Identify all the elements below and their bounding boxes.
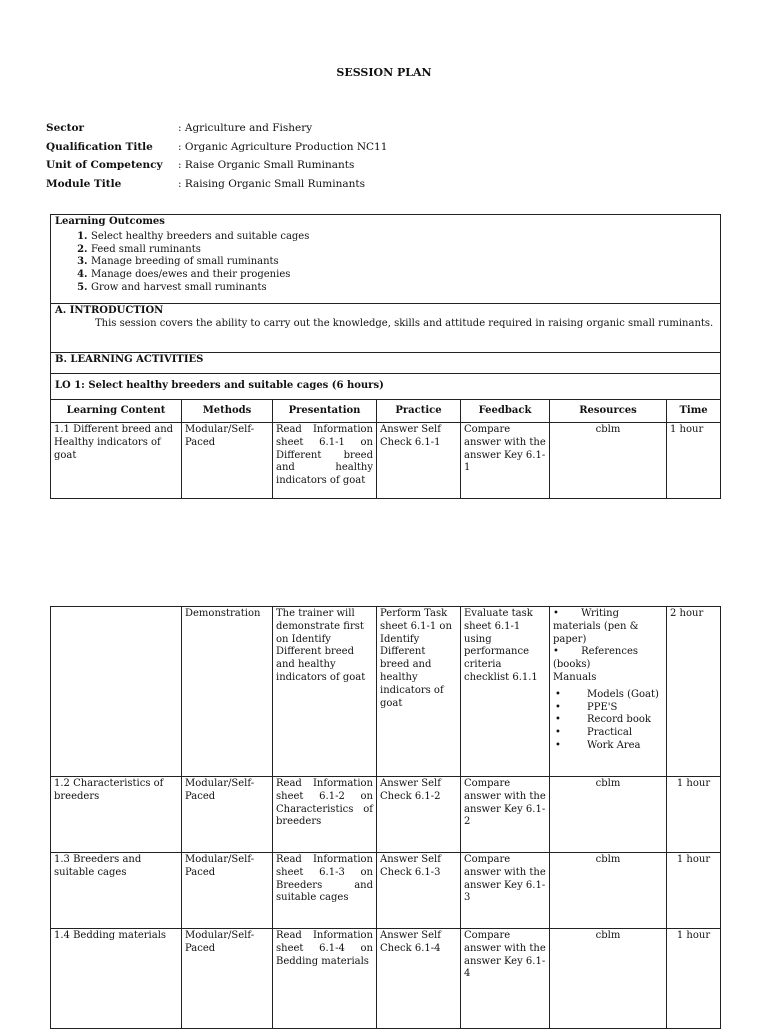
meta-value: : Agriculture and Fishery xyxy=(178,122,313,134)
cell-resources: cblm xyxy=(550,929,667,1029)
cell-content xyxy=(51,607,182,777)
column-header: Presentation xyxy=(273,400,377,423)
table-row xyxy=(51,607,721,777)
cell-content: 1.4 Bedding materials xyxy=(51,929,182,1029)
cell-resources: cblm xyxy=(550,853,667,929)
resource-text: Writing materials (pen & paper) xyxy=(553,608,639,645)
list-item: • Work Area xyxy=(553,740,663,753)
introduction-text: This session covers the ability to carry out the knowledge, skills and attitude required in raising organic small ruminants. xyxy=(95,317,714,329)
column-header: Methods xyxy=(182,400,273,423)
cell-content: 1.2 Characteristics of breeders xyxy=(51,777,182,853)
meta-value: : Raising Organic Small Ruminants xyxy=(178,177,365,190)
plan-details xyxy=(46,122,387,196)
cell-time: 2 hour xyxy=(667,607,721,777)
table-header-row xyxy=(51,400,721,423)
learning-outcomes-list xyxy=(55,231,716,295)
cell-methods: Modular/Self-Paced xyxy=(182,853,273,929)
learning-outcomes xyxy=(51,215,721,304)
activities-heading: B. LEARNING ACTIVITIES xyxy=(51,353,721,374)
resource-item: • References (books) xyxy=(553,646,639,671)
cell-time: 1 hour xyxy=(667,777,721,853)
table-row xyxy=(51,929,721,1029)
list-item: • PPE'S xyxy=(553,702,663,715)
meta-row-qualification xyxy=(46,141,387,160)
meta-key: Qualification Title xyxy=(46,140,153,153)
cell-practice: Answer Self Check 6.1-3 xyxy=(377,853,461,929)
learning-outcomes-row xyxy=(51,215,721,304)
cell-practice: Answer Self Check 6.1-1 xyxy=(377,423,461,499)
cell-feedback: Evaluate task sheet 6.1-1 using performance criteria checklist 6.1.1 xyxy=(461,607,550,777)
cell-feedback: Compare answer with the answer Key 6.1-2 xyxy=(461,777,550,853)
cell-presentation: The trainer will demonstrate first on Identify Different breed and healthy indicators of goat xyxy=(273,607,377,777)
introduction-row xyxy=(51,304,721,353)
cell-practice: Answer Self Check 6.1-2 xyxy=(377,777,461,853)
list-item: 5. Grow and harvest small ruminants xyxy=(91,282,716,295)
column-header: Resources xyxy=(550,400,667,423)
cell-feedback: Compare answer with the answer Key 6.1-1 xyxy=(461,423,550,499)
cell-presentation: Read Information sheet 6.1-1 on Different breed and healthy indicators of goat xyxy=(273,423,377,499)
cell-content: 1.3 Breeders and suitable cages xyxy=(51,853,182,929)
cell-resources: cblm xyxy=(550,777,667,853)
resource-list xyxy=(553,689,663,753)
column-header: Feedback xyxy=(461,400,550,423)
cell-methods: Modular/Self-Paced xyxy=(182,777,273,853)
cell-methods: Demonstration xyxy=(182,607,273,777)
list-item: 3. Manage breeding of small ruminants xyxy=(91,256,716,269)
cell-presentation: Read Information sheet 6.1-4 on Bedding materials xyxy=(273,929,377,1029)
lo1-heading: LO 1: Select healthy breeders and suitable cages (6 hours) xyxy=(51,374,721,400)
meta-key: Unit of Competency xyxy=(46,159,163,172)
resource-item: • Writing materials (pen & paper) xyxy=(553,608,639,645)
cell-time: 1 hour xyxy=(667,423,721,499)
meta-row-unit xyxy=(46,159,387,178)
list-item: • Practical xyxy=(553,727,663,740)
meta-row-sector xyxy=(46,122,387,141)
list-item: 2. Feed small ruminants xyxy=(91,244,716,257)
list-item: • Record book xyxy=(553,714,663,727)
cell-methods: Modular/Self-Paced xyxy=(182,423,273,499)
cell-feedback: Compare answer with the answer Key 6.1-3 xyxy=(461,853,550,929)
list-item: 4. Manage does/ewes and their progenies xyxy=(91,269,716,282)
meta-key: Module Title xyxy=(46,177,122,190)
list-item: • Models (Goat) xyxy=(553,689,663,702)
introduction xyxy=(51,304,721,353)
cell-content: 1.1 Different breed and Healthy indicators of goat xyxy=(51,423,182,499)
cell-time: 1 hour xyxy=(667,929,721,1029)
table-row xyxy=(51,423,721,499)
meta-row-module xyxy=(46,178,387,197)
page-title: SESSION PLAN xyxy=(336,66,432,79)
meta-value: : Raise Organic Small Ruminants xyxy=(178,159,355,172)
cell-practice: Answer Self Check 6.1-4 xyxy=(377,929,461,1029)
session-table-top xyxy=(50,214,721,499)
cell-presentation: Read Information sheet 6.1-3 on Breeders and suitable cages xyxy=(273,853,377,929)
meta-value: : Organic Agriculture Production NC11 xyxy=(178,140,388,153)
resource-text: Manuals xyxy=(553,671,597,683)
activities-row xyxy=(51,353,721,374)
table-row xyxy=(51,777,721,853)
introduction-heading: A. INTRODUCTION xyxy=(55,305,164,316)
table-row xyxy=(51,853,721,929)
column-header: Time xyxy=(667,400,721,423)
cell-time: 1 hour xyxy=(667,853,721,929)
resource-text: References (books) xyxy=(553,646,639,671)
cell-resources: cblm xyxy=(550,423,667,499)
column-header: Learning Content xyxy=(51,400,182,423)
cell-methods: Modular/Self-Paced xyxy=(182,929,273,1029)
cell-feedback: Compare answer with the answer Key 6.1-4 xyxy=(461,929,550,1029)
cell-resources xyxy=(550,607,667,777)
meta-key: Sector xyxy=(46,122,85,134)
lo1-row xyxy=(51,374,721,400)
learning-outcomes-heading: Learning Outcomes xyxy=(55,216,165,227)
list-item: 1. Select healthy breeders and suitable cages xyxy=(91,231,716,244)
session-table-bottom xyxy=(50,606,721,1029)
column-header: Practice xyxy=(377,400,461,423)
cell-practice: Perform Task sheet 6.1-1 on Identify Different breed and healthy indicators of goat xyxy=(377,607,461,777)
cell-presentation: Read Information sheet 6.1-2 on Characteristics of breeders xyxy=(273,777,377,853)
